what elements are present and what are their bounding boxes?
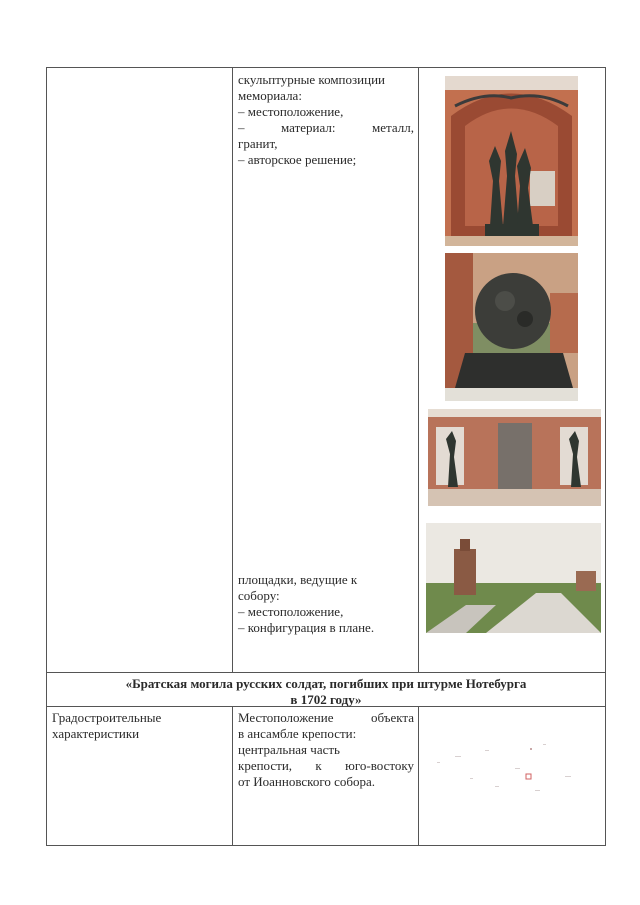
characteristic-label [52, 710, 228, 742]
text-line: в ансамбле крепости: [238, 726, 357, 741]
column-divider-2-lower [418, 706, 419, 845]
text-word: металл, [372, 120, 414, 135]
text-line: – местоположение, [238, 104, 344, 119]
text-line: площадки, ведущие к [238, 572, 358, 587]
column-divider-2 [418, 67, 419, 672]
bronze-sphere-monument-photo [445, 253, 578, 401]
column-divider-1-lower [232, 706, 233, 845]
text-line: – авторское решение; [238, 152, 357, 167]
text-line: – конфигурация в плане. [238, 620, 375, 635]
platforms-to-cathedral-photo [426, 523, 601, 633]
text-word: материал: [281, 120, 336, 135]
text-word: юго-востоку [345, 758, 414, 773]
column-divider-1 [232, 67, 233, 672]
text-line: скульптурные композиции [238, 72, 385, 87]
text-line: характеристики [52, 726, 140, 741]
table-bottom-border [46, 845, 606, 846]
location-description [238, 710, 414, 790]
text-word: крепости, [238, 758, 293, 773]
text-word: к [315, 758, 322, 773]
memorial-sculpture-photo [445, 76, 578, 246]
table-right-border [605, 67, 606, 845]
section-title-line: в 1702 году» [290, 692, 362, 707]
text-line-justified [238, 120, 414, 136]
text-line: мемориала: [238, 88, 302, 103]
text-line: от Иоанновского собора. [238, 774, 375, 789]
text-word: – [238, 120, 245, 135]
fortress-plan-image [425, 716, 600, 806]
text-line-justified [238, 758, 414, 774]
text-line: собору: [238, 588, 280, 603]
text-line: Градостроительные [52, 710, 162, 725]
reliefs-on-wall-photo [428, 409, 601, 506]
platforms-description [238, 572, 414, 636]
section-title-line: «Братская могила русских солдат, погибших при штурме Нотебурга [125, 676, 527, 691]
text-line-justified [238, 710, 414, 726]
table-left-border [46, 67, 47, 845]
text-word: объекта [370, 710, 414, 725]
sculpture-description [238, 72, 414, 168]
table-top-border [46, 67, 606, 68]
text-line: – местоположение, [238, 604, 344, 619]
row-divider-1 [46, 672, 606, 673]
text-word: Местоположение [238, 710, 334, 725]
text-line: гранит, [238, 136, 278, 151]
text-line: центральная часть [238, 742, 340, 757]
section-title [46, 676, 606, 708]
